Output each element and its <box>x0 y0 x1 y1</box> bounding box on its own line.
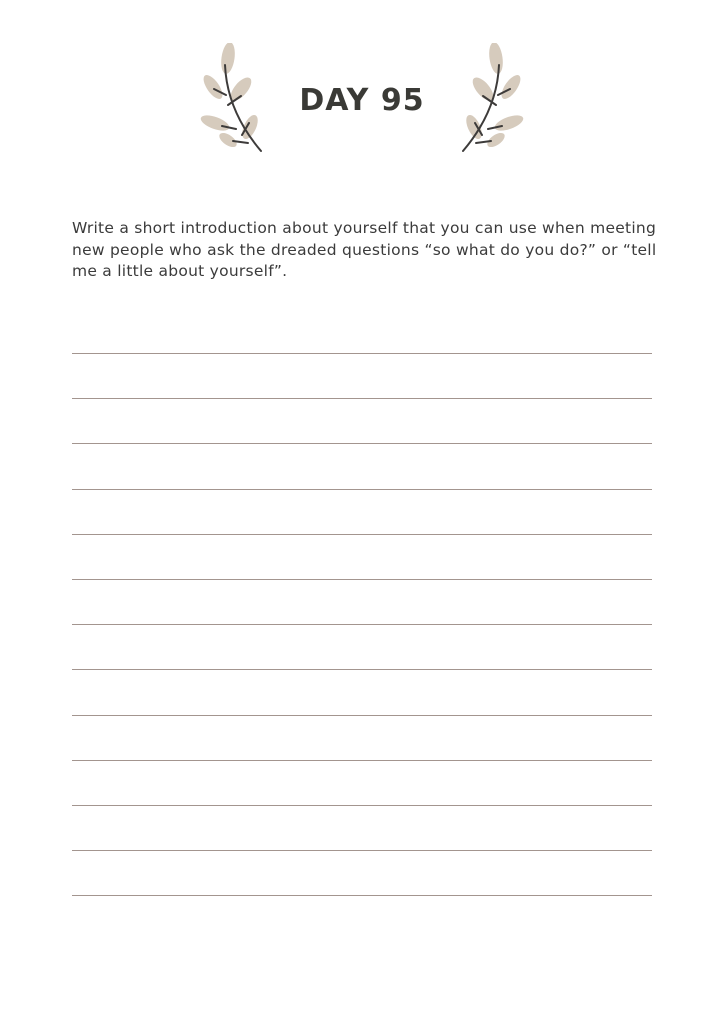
writing-line[interactable] <box>72 895 652 896</box>
writing-line[interactable] <box>72 669 652 670</box>
writing-line[interactable] <box>72 850 652 851</box>
writing-line[interactable] <box>72 534 652 535</box>
journal-prompt: Write a short introduction about yourself that you can use when meeting new people who ask the dreaded questions “so what do you do?” or “tell me a little about yourself”. <box>72 219 657 280</box>
writing-line[interactable] <box>72 443 652 444</box>
writing-line[interactable] <box>72 805 652 806</box>
writing-line[interactable] <box>72 398 652 399</box>
laurel-right-icon <box>456 43 526 155</box>
writing-line[interactable] <box>72 624 652 625</box>
writing-line[interactable] <box>72 489 652 490</box>
writing-line[interactable] <box>72 353 652 354</box>
writing-line[interactable] <box>72 579 652 580</box>
day-title: DAY 95 <box>299 83 425 118</box>
writing-line[interactable] <box>72 760 652 761</box>
writing-area[interactable] <box>72 353 652 913</box>
page-header <box>0 35 724 165</box>
laurel-left-icon <box>198 43 268 155</box>
writing-line[interactable] <box>72 715 652 716</box>
